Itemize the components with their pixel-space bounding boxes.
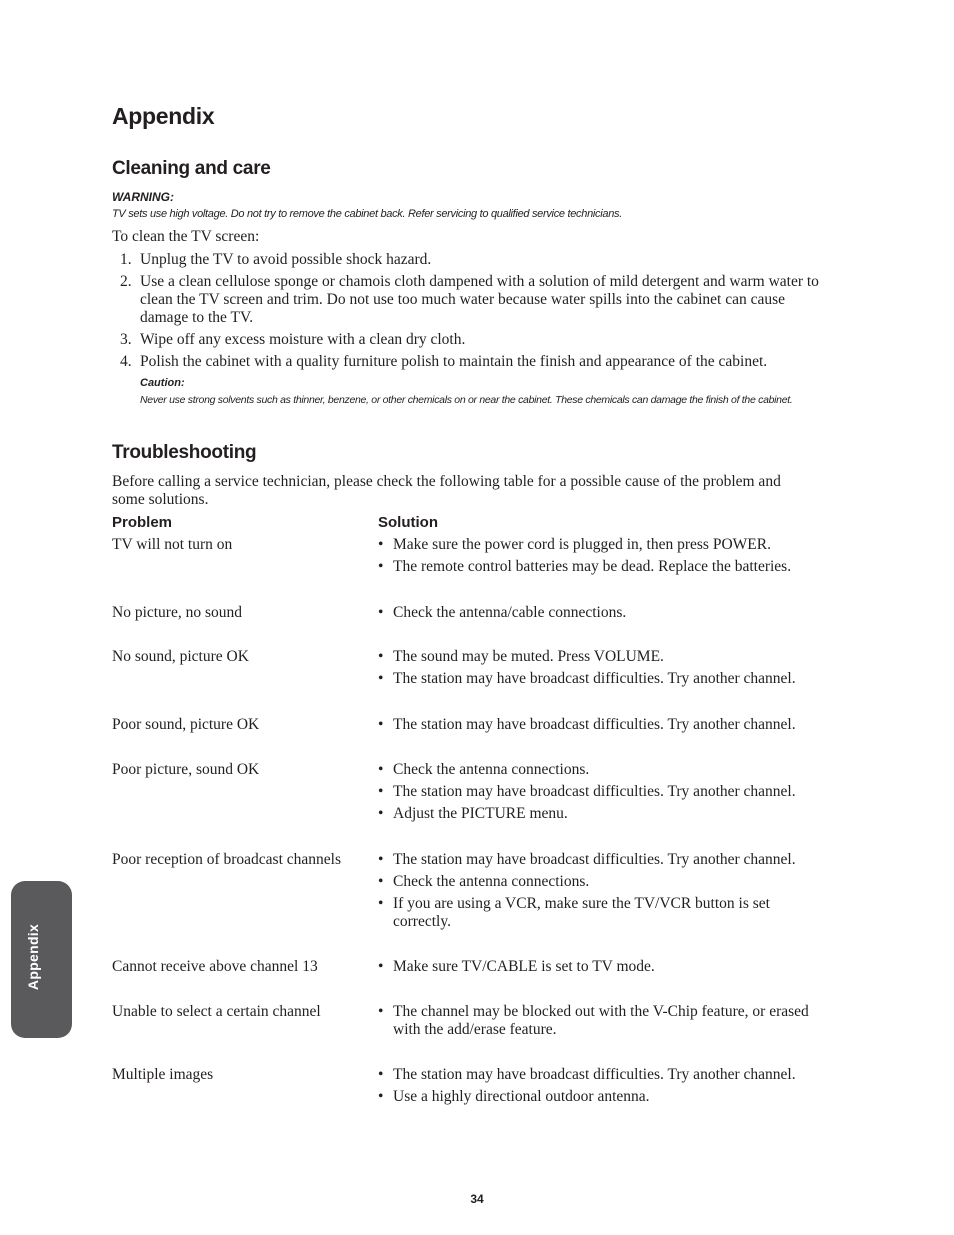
troubleshooting-intro: Before calling a service technician, please check the following table for a possible cause of the problem and some solutions.: [112, 473, 781, 508]
caution-label: Caution:: [140, 377, 185, 389]
solution-list: [378, 648, 828, 692]
solution-item: • The station may have broadcast difficulties. Try another channel.: [378, 783, 828, 801]
solution-item: • Check the antenna connections.: [378, 873, 828, 891]
warning-text: TV sets use high voltage. Do not try to remove the cabinet back. Refer servicing to qualified service technicians.: [112, 208, 622, 220]
problem-cell: Poor reception of broadcast channels: [112, 851, 341, 868]
solution-item: • The station may have broadcast difficulties. Try another channel.: [378, 851, 828, 869]
step-number: 3.: [120, 331, 132, 348]
problem-cell: No sound, picture OK: [112, 648, 249, 665]
problem-cell: TV will not turn on: [112, 536, 233, 553]
warning-label: WARNING:: [112, 190, 174, 204]
problem-cell: Cannot receive above channel 13: [112, 958, 318, 975]
solution-item: • Adjust the PICTURE menu.: [378, 805, 828, 823]
side-tab: [11, 881, 72, 1038]
step-number: 1.: [120, 251, 132, 268]
side-tab-label: Appendix: [25, 923, 41, 991]
step-text: Unplug the TV to avoid possible shock hazard.: [140, 251, 432, 268]
cleaning-step: [112, 251, 822, 269]
solution-list: [378, 1003, 828, 1043]
solution-item: • Use a highly directional outdoor antenna.: [378, 1088, 828, 1106]
caution-text: Never use strong solvents such as thinner, benzene, or other chemicals on or near the cabinet. These chemicals can damage the finish of the cabinet.: [140, 394, 793, 406]
solution-item: • Make sure the power cord is plugged in, then press POWER.: [378, 536, 828, 554]
solution-item: • The channel may be blocked out with the V-Chip feature, or erased with the add/erase feature.: [378, 1003, 828, 1039]
solution-item: • The station may have broadcast difficulties. Try another channel.: [378, 1066, 828, 1084]
solution-item: • Check the antenna/cable connections.: [378, 604, 828, 622]
solution-item: • If you are using a VCR, make sure the TV/VCR button is set correctly.: [378, 895, 828, 931]
cleaning-step: [112, 273, 822, 327]
cleaning-steps: [112, 251, 822, 375]
solution-item: • Make sure TV/CABLE is set to TV mode.: [378, 958, 828, 976]
solution-item: • The remote control batteries may be dead. Replace the batteries.: [378, 558, 828, 576]
page-number: 34: [470, 1192, 484, 1206]
solution-list: [378, 604, 828, 626]
solution-list: [378, 761, 828, 827]
solution-list: [378, 1066, 828, 1110]
troubleshooting-heading: Troubleshooting: [112, 442, 257, 463]
step-number: 4.: [120, 353, 132, 370]
step-text: Wipe off any excess moisture with a clean dry cloth.: [140, 331, 466, 348]
page-title: Appendix: [112, 103, 215, 129]
solution-list: [378, 958, 828, 980]
problem-column-header: Problem: [112, 514, 173, 531]
step-number: 2.: [120, 273, 132, 290]
solution-item: • The station may have broadcast difficulties. Try another channel.: [378, 670, 828, 688]
cleaning-step: [112, 353, 822, 371]
cleaning-step: [112, 331, 822, 349]
solution-list: [378, 851, 828, 935]
step-text: Use a clean cellulose sponge or chamois cloth dampened with a solution of mild detergent and warm water to clean the TV screen and trim. Do not use too much water because water spills into the cabinet can cause damage to the TV.: [140, 273, 819, 326]
problem-cell: Poor picture, sound OK: [112, 761, 260, 778]
solution-list: [378, 716, 828, 738]
problem-cell: No picture, no sound: [112, 604, 243, 621]
problem-cell: Multiple images: [112, 1066, 214, 1083]
cleaning-heading: Cleaning and care: [112, 158, 271, 179]
cleaning-intro: To clean the TV screen:: [112, 228, 260, 245]
solution-item: • The station may have broadcast difficulties. Try another channel.: [378, 716, 828, 734]
solution-item: • The sound may be muted. Press VOLUME.: [378, 648, 828, 666]
solution-item: • Check the antenna connections.: [378, 761, 828, 779]
solution-list: [378, 536, 828, 580]
problem-cell: Unable to select a certain channel: [112, 1003, 321, 1020]
problem-cell: Poor sound, picture OK: [112, 716, 260, 733]
solution-column-header: Solution: [378, 514, 438, 531]
step-text: Polish the cabinet with a quality furniture polish to maintain the finish and appearance of the cabinet.: [140, 353, 768, 370]
